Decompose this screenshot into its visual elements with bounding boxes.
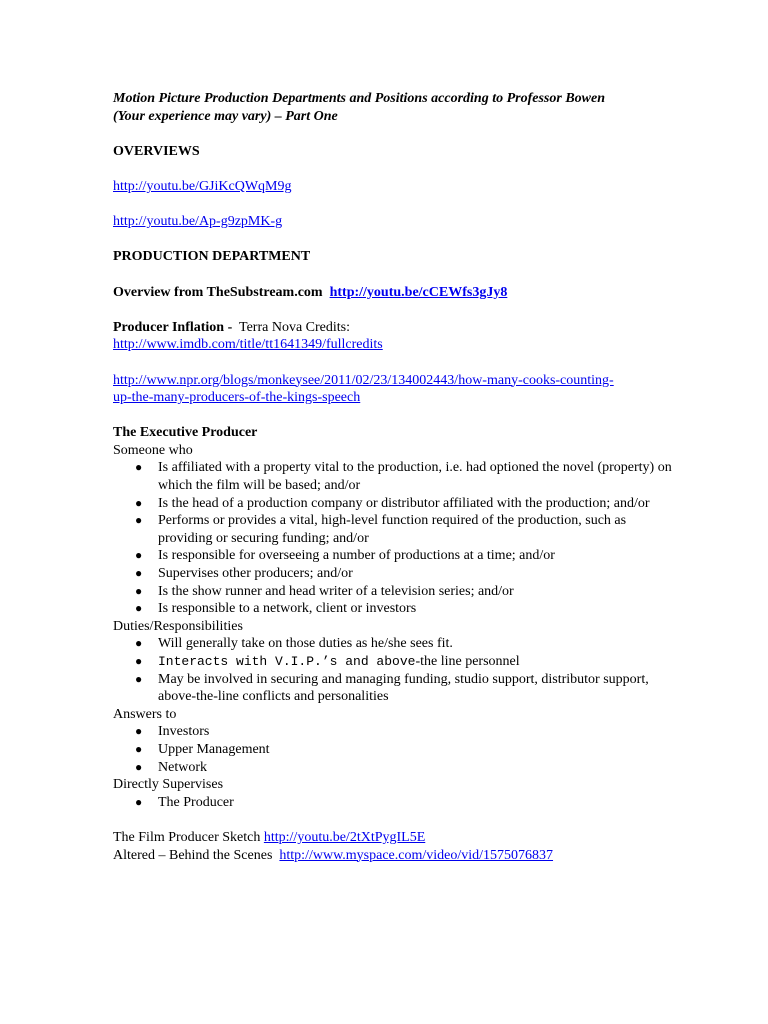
- bullet-icon: ●: [135, 495, 143, 510]
- duties-list: [113, 635, 673, 705]
- npr-link-line-2: up-the-many-producers-of-the-kings-speech: [113, 390, 361, 406]
- directly-supervises-label: Directly Supervises: [113, 777, 224, 793]
- bullet-icon: ●: [135, 636, 143, 651]
- list-item-text: Is responsible for overseeing a number of productions at a time; and/or: [158, 548, 555, 564]
- imdb-link[interactable]: http://www.imdb.com/title/tt1641349/fullcredits: [113, 337, 383, 353]
- altered-label: Altered – Behind the Scenes: [113, 847, 273, 863]
- list-item: [113, 635, 673, 653]
- sketch-line: [113, 829, 673, 847]
- bullet-icon: ●: [135, 671, 143, 686]
- list-item-text: Supervises other producers; and/or: [158, 566, 353, 582]
- list-item: [113, 759, 673, 777]
- sketch-label: The Film Producer Sketch: [113, 829, 261, 845]
- list-item: [113, 671, 673, 706]
- list-item: [113, 565, 673, 583]
- executive-producer-heading: The Executive Producer: [113, 425, 258, 441]
- document-body: [113, 90, 673, 864]
- list-item: [113, 653, 673, 671]
- bullet-icon: ●: [135, 759, 143, 774]
- list-item: [113, 723, 673, 741]
- document-title: [113, 90, 673, 125]
- bullet-icon: ●: [135, 583, 143, 598]
- duties-item-2-mono: Interacts with V.I.P.’s and above: [158, 654, 416, 669]
- bullet-icon: ●: [135, 724, 143, 739]
- list-item-text: Is the head of a production company or distributor affiliated with the production; and/or: [158, 495, 650, 511]
- production-department-heading: PRODUCTION DEPARTMENT: [113, 249, 311, 265]
- altered-line: [113, 847, 673, 865]
- list-item-text: Is affiliated with a property vital to the production, i.e. had optioned the novel (property) on which the film will be based; and/or: [158, 460, 672, 494]
- list-item-text: Investors: [158, 724, 210, 740]
- answers-to-list: [113, 723, 673, 776]
- list-item: [113, 547, 673, 565]
- sketch-link[interactable]: http://youtu.be/2tXtPygIL5E: [263, 829, 426, 845]
- list-item: [113, 459, 673, 494]
- overview-link-1[interactable]: http://youtu.be/GJiKcQWqM9g: [113, 178, 292, 194]
- duties-item-3: May be involved in securing and managing funding, studio support, distributor support, above-the-line conflicts and personalities: [158, 671, 649, 705]
- bullet-icon: ●: [135, 513, 143, 528]
- list-item: [113, 495, 673, 513]
- list-item: [113, 512, 673, 547]
- bullet-icon: ●: [135, 794, 143, 809]
- directly-supervises-list: [113, 794, 673, 812]
- bullet-icon: ●: [135, 654, 143, 668]
- list-item-text: The Producer: [158, 794, 234, 810]
- bullet-icon: ●: [135, 548, 143, 563]
- npr-link-line-1: http://www.npr.org/blogs/monkeysee/2011/02/23/134002443/how-many-cooks-counting-: [113, 372, 614, 388]
- answers-to-label: Answers to: [113, 706, 177, 722]
- list-item-text: Network: [158, 759, 207, 775]
- someone-who-label: Someone who: [113, 442, 193, 458]
- list-item-text: Is responsible to a network, client or investors: [158, 601, 417, 617]
- producer-inflation-label: Producer Inflation -: [113, 319, 233, 335]
- list-item: [113, 794, 673, 812]
- list-item-text: Performs or provides a vital, high-level function required of the production, such as providing or securing funding; and/or: [158, 513, 627, 546]
- bullet-icon: ●: [135, 601, 143, 616]
- bullet-icon: ●: [135, 741, 143, 756]
- duties-label: Duties/Responsibilities: [113, 618, 243, 634]
- substream-label: Overview from TheSubstream.com: [113, 284, 323, 300]
- list-item-text: Upper Management: [158, 741, 270, 757]
- bullet-icon: ●: [135, 566, 143, 581]
- list-item: [113, 600, 673, 618]
- someone-who-list: [113, 459, 673, 617]
- duties-item-2-rest: -the line personnel: [415, 654, 520, 669]
- substream-link[interactable]: http://youtu.be/cCEWfs3gJy8: [329, 284, 508, 300]
- npr-link[interactable]: [113, 373, 614, 406]
- substream-line: [113, 284, 673, 302]
- list-item-text: Is the show runner and head writer of a television series; and/or: [158, 583, 514, 599]
- title-line-2: (Your experience may vary) – Part One: [113, 108, 338, 124]
- altered-link[interactable]: http://www.myspace.com/video/vid/1575076837: [279, 847, 554, 863]
- list-item: [113, 583, 673, 601]
- title-line-1: Motion Picture Production Departments and Positions according to Professor Bowen: [113, 91, 605, 106]
- duties-item-1: Will generally take on those duties as he/she sees fit.: [158, 636, 453, 652]
- producer-inflation-line: [113, 319, 673, 337]
- list-item: [113, 741, 673, 759]
- producer-inflation-text: Terra Nova Credits:: [239, 319, 350, 335]
- overview-link-2[interactable]: http://youtu.be/Ap-g9zpMK-g: [113, 214, 283, 230]
- bullet-icon: ●: [135, 460, 143, 475]
- overviews-heading: OVERVIEWS: [113, 143, 200, 159]
